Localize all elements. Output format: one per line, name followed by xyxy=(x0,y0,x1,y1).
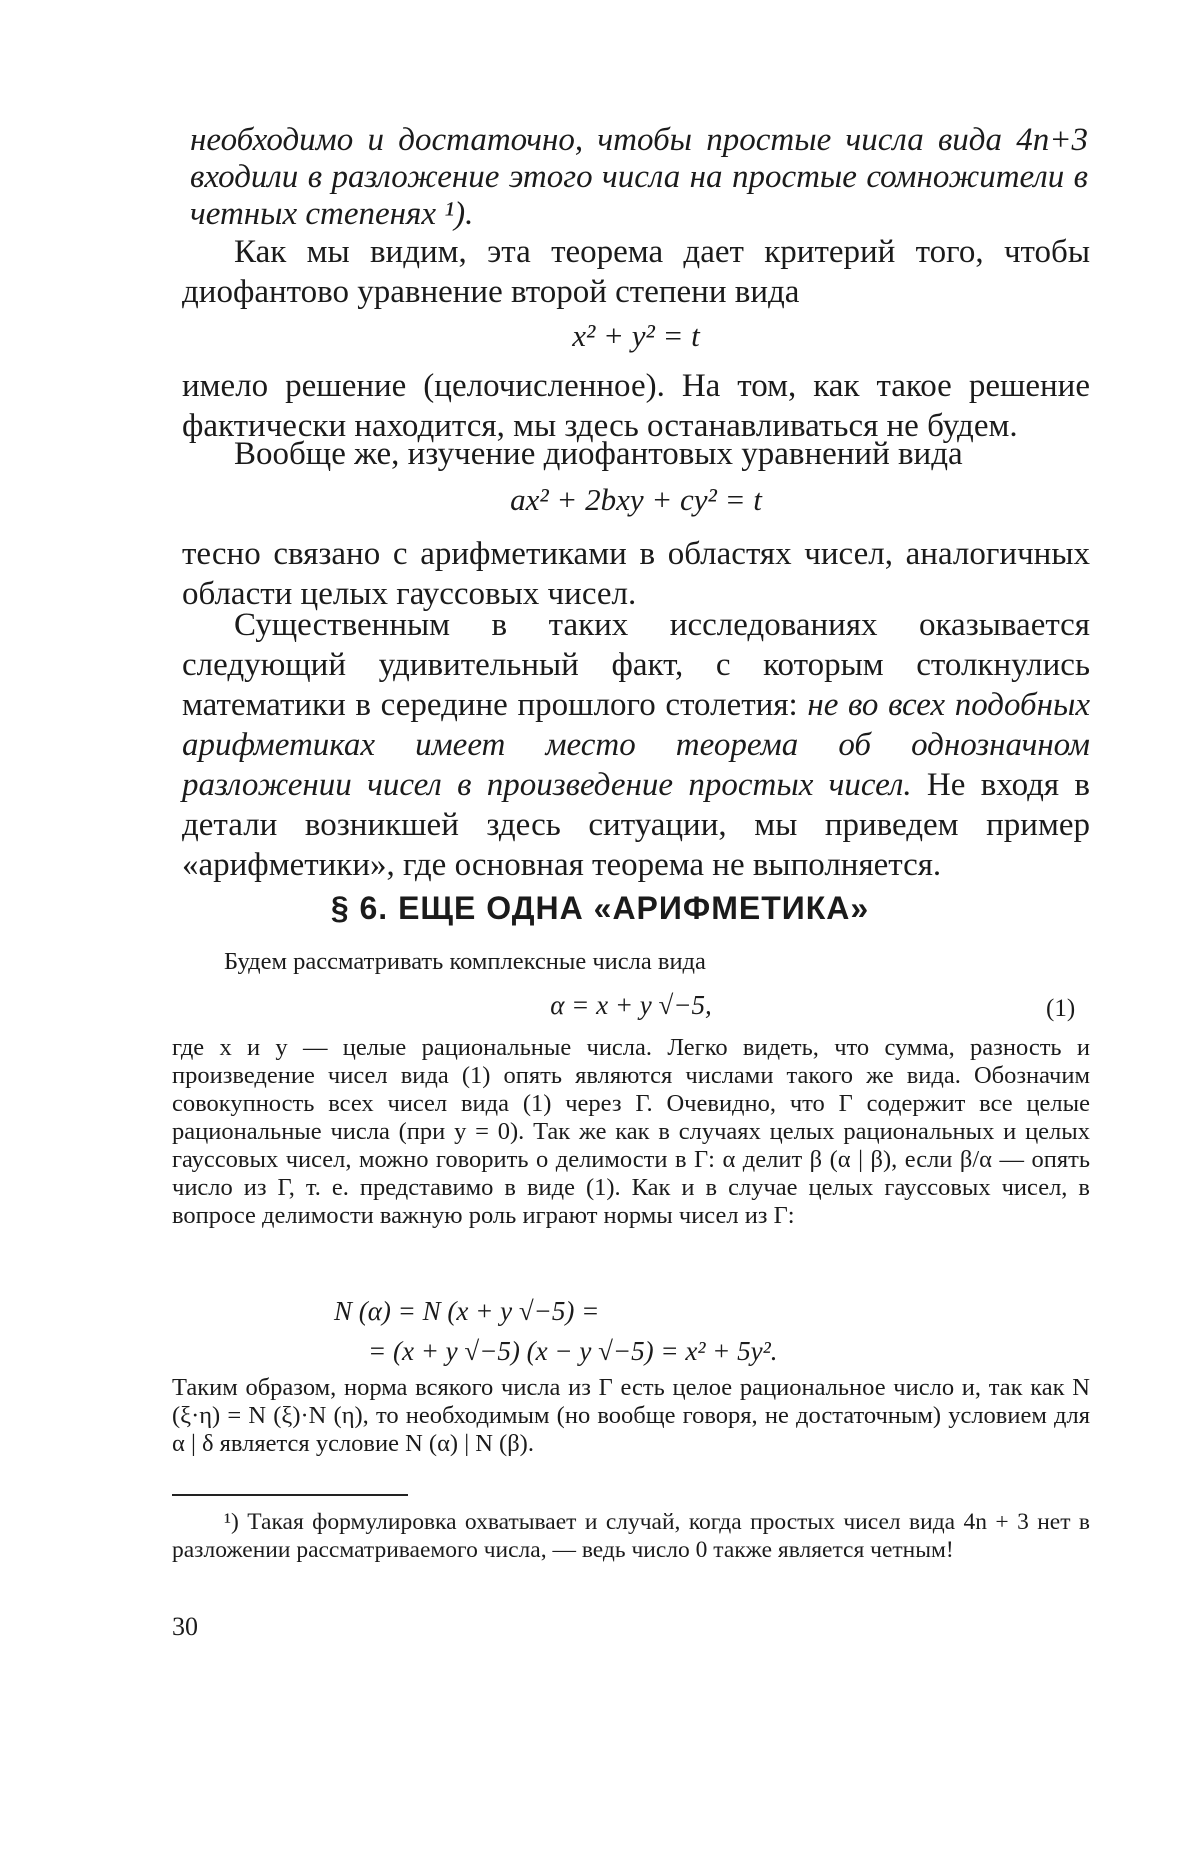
footnote-divider xyxy=(172,1494,408,1496)
paragraph-essential xyxy=(182,605,1090,885)
page-number: 30 xyxy=(172,1612,198,1641)
formula-sum-of-squares: x² + y² = t xyxy=(572,318,700,353)
section-heading: § 6. ЕЩЕ ОДНА «АРИФМЕТИКА» xyxy=(330,890,870,926)
formula-quadratic-form: ax² + 2bxy + cy² = t xyxy=(510,482,762,517)
small-intro: Будем рассматривать комплексные числа вида xyxy=(224,948,706,975)
paragraph-arithmetics: тесно связано с арифметиками в областях чисел, аналогичных области целых гауссовых чисел. xyxy=(182,536,1090,612)
paragraph-solution: имело решение (целочисленное). На том, как такое решение фактически находится, мы здесь останавливаться не будем. xyxy=(182,368,1090,444)
paragraph-theorem: Как мы видим, эта теорема дает критерий того, чтобы диофантово уравнение второй степени вида xyxy=(182,234,1090,310)
formula-alpha-definition: α = x + y √−5, xyxy=(550,990,712,1020)
footnote: ¹) Такая формулировка охватывает и случай, когда простых чисел вида 4n + 3 нет в разложении рассматриваемого числа, — ведь число 0 также является четным! xyxy=(172,1509,1090,1563)
essential-start: Существенным в таких исследованиях оказывается следующий удивительный факт, с которым столкнулись математики в середине прошлого столетия: xyxy=(182,607,1090,723)
essential-end: Не входя в детали возникшей здесь ситуации, мы приведем пример «арифметики», где основная теорема не выполняется. xyxy=(182,767,1090,883)
small-paragraph-divisibility: где x и y — целые рациональные числа. Легко видеть, что сумма, разность и произведение чисел вида (1) опять являются числами такого же вида. Обозначим совокупность всех чисел вида (1) через Γ. Очевидно, что Γ содержит все целые рациональные числа (при y = 0). Так же как в случаях целых рациональных и целых гауссовых чисел, можно говорить о делимости в Γ: α делит β (α | β), если β/α — опять число из Γ, т. е. представимо в виде (1). Как и в случае целых гауссовых чисел, в вопросе делимости важную роль играют нормы чисел из Γ: xyxy=(172,1034,1090,1229)
italic-continuation: необходимо и достаточно, чтобы простые числа вида 4n+3 входили в разложение этого числа на простые сомножители в четных степенях ¹). xyxy=(190,122,1088,232)
essential-italic-claim: не во всех подобных арифметиках имеет место теорема об однозначном разложении чисел в произведение простых чисел. xyxy=(182,687,1091,803)
formula-number: (1) xyxy=(1046,995,1076,1022)
formula-norm-line2: = (x + y √−5) (x − y √−5) = x² + 5y². xyxy=(368,1336,778,1366)
formula-norm-line1: N (α) = N (x + y √−5) = xyxy=(334,1296,600,1326)
small-paragraph-norm: Таким образом, норма всякого числа из Γ есть целое рациональное число и, так как N (ξ·η) = N (ξ)·N (η), то необходимым (но вообще говоря, не достаточным) условием для α | δ является условие N (α) | N (β). xyxy=(172,1374,1090,1457)
paragraph-generally: Вообще же, изучение диофантовых уравнений вида xyxy=(234,436,963,472)
